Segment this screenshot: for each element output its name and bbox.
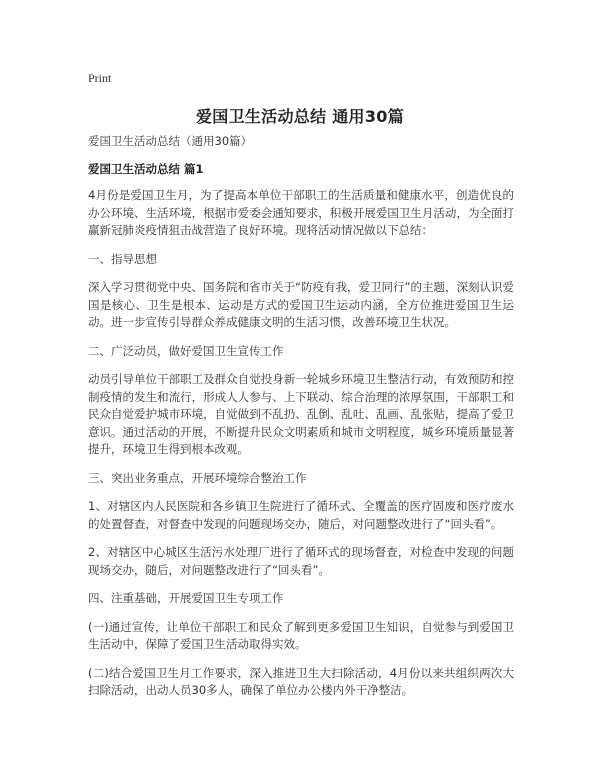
paragraph-intro: 4月份是爱国卫生月，为了提高本单位干部职工的生活质量和健康水平，创造优良的办公环境、生活环境，根据市爱委会通知要求，积极开展爱国卫生月活动，为全面打赢新冠肺炎疫情狙击战营造了良好环境。现将活动情况做以下总结： xyxy=(88,188,514,237)
paragraph-cleanup: (二)结合爱国卫生月工作要求，深入推进卫生大扫除活动，4月份以来共组织两次大扫除活动，出动人员30多人，确保了单位办公楼内外干净整洁。 xyxy=(88,665,514,697)
heading-mobilization: 二、广泛动员，做好爱国卫生宣传工作 xyxy=(88,343,284,358)
paragraph-mobilization: 动员引导单位干部职工及群众自觉投身新一轮城乡环境卫生整洁行动，有效预防和控制疫情的发生和流行，形成人人参与、上下联动、综合治理的浓厚氛围，干部职工和民众自觉爱护城市环境，自觉做到不乱扔、乱倒、乱吐、乱画、乱张贴，提高了爱卫意识。通过活动的开展，不断提升民众文明素质和城市文明程度，城乡环境质量显著提升，环境卫生得到根本改观。 xyxy=(88,372,514,456)
paragraph-hospital-inspection: 1、对辖区内人民医院和各乡镇卫生院进行了循环式、全覆盖的医疗固废和医疗废水的处置督查，对督查中发现的问题现场交办，随后，对问题整改进行了“回头看”。 xyxy=(88,499,514,531)
document-subtitle: 爱国卫生活动总结（通用30篇） xyxy=(88,134,253,148)
print-link[interactable]: Print xyxy=(88,71,112,85)
heading-special-work: 四、注重基础，开展爱国卫生专项工作 xyxy=(88,591,284,605)
paragraph-publicity: (一)通过宣传，让单位干部职工和民众了解到更多爱国卫生知识，自觉参与到爱国卫生活动中，保障了爱国卫生活动取得实效。 xyxy=(88,619,514,651)
heading-environment-remediation: 三、突出业务重点，开展环境综合整治工作 xyxy=(88,470,307,485)
document-body xyxy=(88,133,514,711)
section-title: 爱国卫生活动总结 篇1 xyxy=(88,161,204,176)
paragraph-sewage-inspection: 2、对辖区中心城区生活污水处理厂进行了循环式的现场督查，对检查中发现的问题现场交办，随后，对问题整改进行了“回头看”。 xyxy=(88,545,514,577)
heading-guiding-principles: 一、指导思想 xyxy=(88,251,157,266)
page-title: 爱国卫生活动总结 通用30篇 xyxy=(195,107,405,126)
paragraph-guiding-principles: 深入学习贯彻党中央、国务院和省市关于“防疫有我，爱卫同行”的主题，深刻认识爱国是核心、卫生是根本、运动是方式的爱国卫生运动内涵，全方位推进爱国卫生运动。进一步宣传引导群众养成健康文明的生活习惯，改善环境卫生状况。 xyxy=(88,280,514,329)
